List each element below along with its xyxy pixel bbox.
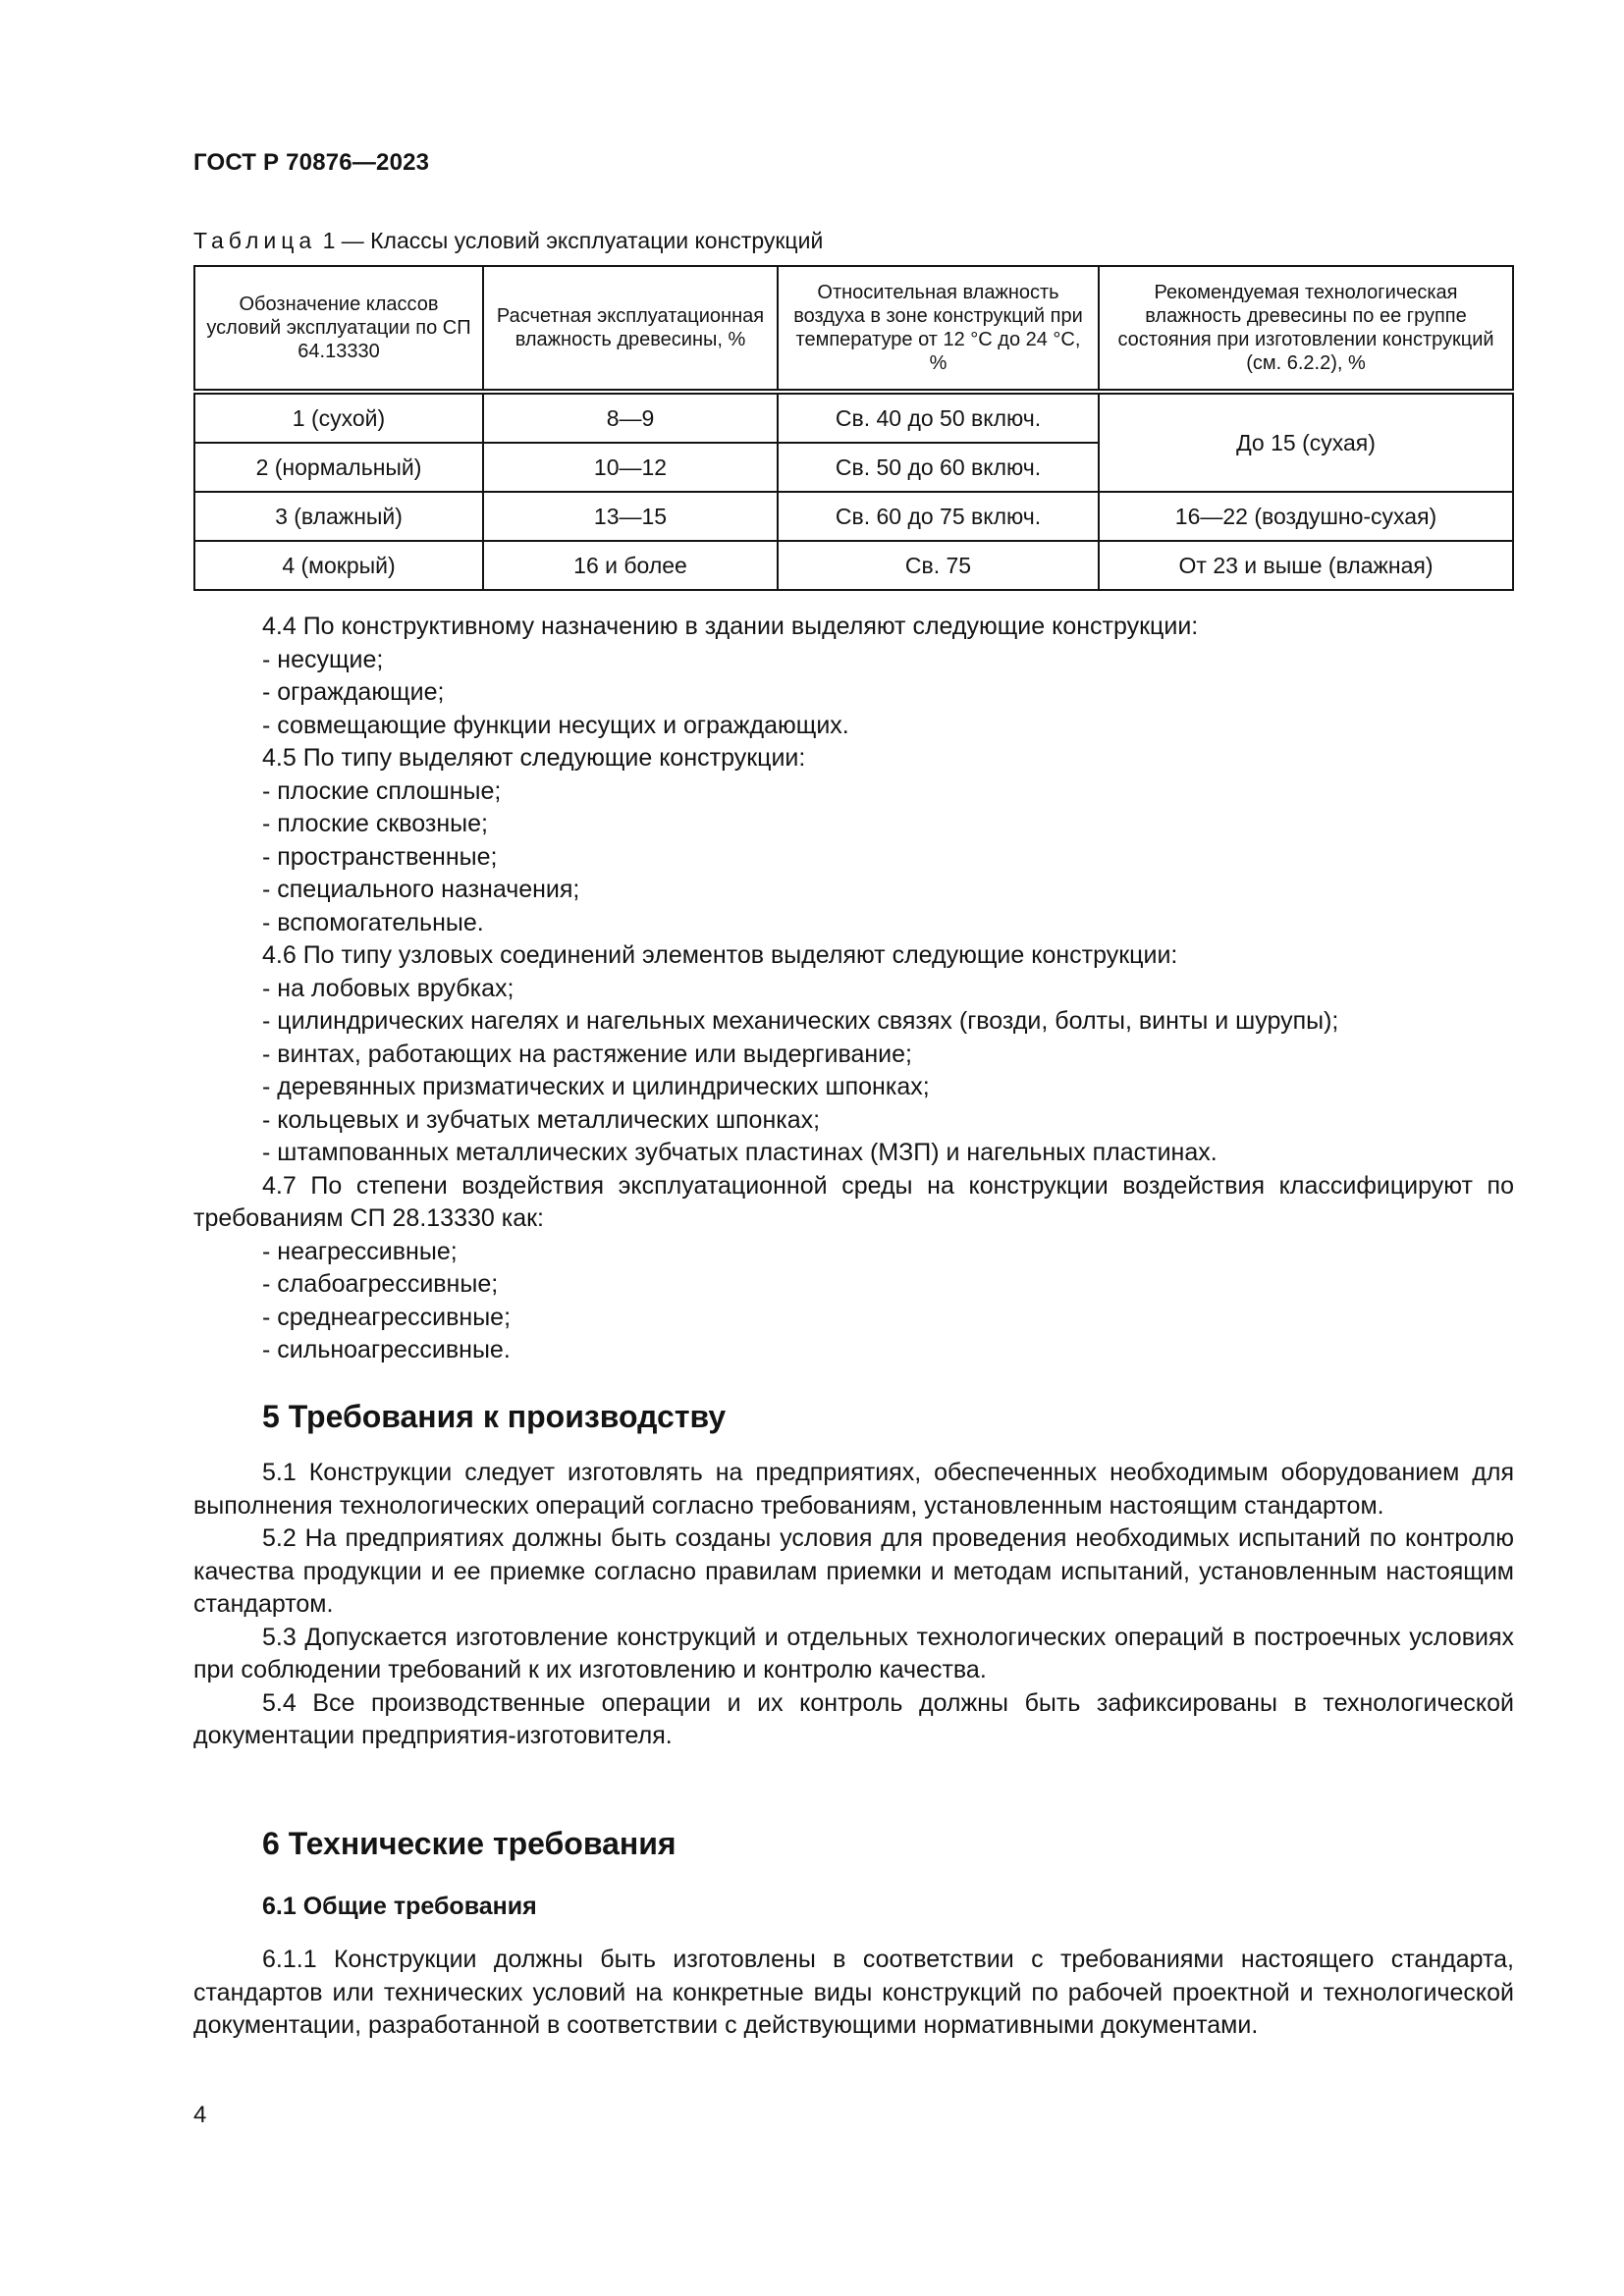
table-cell: 2 (нормальный) (194, 443, 483, 492)
table-row (194, 541, 1513, 590)
list-item: - слабоагрессивные; (262, 1270, 499, 1298)
section-5-body (193, 1457, 1514, 1753)
paragraph: 5.1 Конструкции следует изготовлять на предприятиях, обеспеченных необходимым оборудованием для выполнения технологических операций согласно требованиям, установленным настоящим стандартом. (193, 1459, 1514, 1520)
list-item: - ограждающие; (262, 678, 445, 706)
list-item: - среднеагрессивные; (262, 1303, 512, 1331)
paragraph: 5.3 Допускается изготовление конструкций и отдельных технологических операций в построечных условиях при соблюдении требований к их изготовлению и контролю качества. (193, 1623, 1514, 1683)
table-cell: Св. 50 до 60 включ. (778, 443, 1099, 492)
paragraph: 4.7 По степени воздействия эксплуатационной среды на конструкции воздействия классифицируют по требованиям СП 28.13330 как: (193, 1171, 1514, 1232)
table-header-cell: Обозначение классов условий эксплуатации по СП 64.13330 (194, 266, 483, 392)
list-item: - несущие; (262, 645, 384, 673)
paragraph: 4.6 По типу узловых соединений элементов выделяют следующие конструкции: (262, 941, 1178, 969)
list-item: - вспомогательные. (262, 908, 484, 936)
table-cell-merged: До 15 (сухая) (1099, 392, 1513, 492)
table-row (194, 492, 1513, 541)
table-caption-text: 1 — Классы условий эксплуатации конструкций (322, 228, 824, 253)
paragraph: 5.4 Все производственные операции и их контроль должны быть зафиксированы в технологической документации предприятия-изготовителя. (193, 1688, 1514, 1749)
list-item: - винтах, работающих на растяжение или выдергивание; (262, 1040, 912, 1068)
operating-conditions-table (193, 265, 1514, 591)
table-caption-label: Таблица (193, 228, 317, 253)
list-item: - цилиндрических нагелях и нагельных механических связях (гвозди, болты, винты и шурупы); (262, 1007, 1339, 1035)
table-cell: 1 (сухой) (194, 392, 483, 443)
section-5-title: 5 Требования к производству (262, 1399, 727, 1434)
table-header-cell: Расчетная эксплуатационная влажность древесины, % (483, 266, 778, 392)
table-cell: 10—12 (483, 443, 778, 492)
table-header-row (194, 266, 1513, 392)
table-cell: Св. 40 до 50 включ. (778, 392, 1099, 443)
section-6-body (193, 1944, 1514, 2043)
table-cell: От 23 и выше (влажная) (1099, 541, 1513, 590)
table-cell: 4 (мокрый) (194, 541, 483, 590)
list-item: - совмещающие функции несущих и ограждающих. (262, 711, 849, 739)
list-item: - неагрессивные; (262, 1237, 458, 1265)
list-item: - деревянных призматических и цилиндрических шпонках; (262, 1073, 930, 1100)
list-item: - сильноагрессивные. (262, 1336, 511, 1363)
table-cell: 8—9 (483, 392, 778, 443)
list-item: - плоские сплошные; (262, 776, 502, 805)
paragraph: 6.1.1 Конструкции должны быть изготовлены в соответствии с требованиями настоящего стандарта, стандартов или технических условий на конкретные виды конструкций по рабочей проектной и технологической документации, разработанной в соответствии с действующими нормативными документами. (193, 1946, 1514, 2039)
table-cell: 16 и более (483, 541, 778, 590)
table-cell: 3 (влажный) (194, 492, 483, 541)
table-cell: 13—15 (483, 492, 778, 541)
subsection-6-1-title: 6.1 Общие требования (262, 1893, 537, 1920)
table-row (194, 392, 1513, 443)
table-cell: Св. 60 до 75 включ. (778, 492, 1099, 541)
list-item: - кольцевых и зубчатых металлических шпонках; (262, 1105, 821, 1134)
list-item: - на лобовых врубках; (262, 974, 514, 1002)
table-header-cell: Относительная влажность воздуха в зоне конструкций при температуре от 12 °С до 24 °С, % (778, 266, 1099, 392)
paragraph: 4.4 По конструктивному назначению в здании выделяют следующие конструкции: (262, 613, 1199, 640)
page-number: 4 (193, 2102, 207, 2128)
paragraph: 5.2 На предприятиях должны быть созданы условия для проведения необходимых испытаний по контролю качества продукции и ее приемке согласно правилам приемки и методам испытаний, установленным настоящим стандартом. (193, 1524, 1514, 1618)
list-item: - специального назначения; (262, 876, 580, 903)
section-6-title: 6 Технические требования (262, 1826, 677, 1861)
table-caption (193, 228, 823, 254)
table-cell: Св. 75 (778, 541, 1099, 590)
table-cell: 16—22 (воздушно-сухая) (1099, 492, 1513, 541)
list-item: - плоские сквозные; (262, 810, 488, 837)
clauses-4-4-to-4-7 (193, 611, 1514, 1367)
table-header-cell: Рекомендуемая технологическая влажность древесины по ее группе состояния при изготовлении конструкций (см. 6.2.2), % (1099, 266, 1513, 392)
list-item: - штампованных металлических зубчатых пластинах (МЗП) и нагельных пластинах. (262, 1139, 1218, 1166)
document-code-header: ГОСТ Р 70876—2023 (193, 149, 430, 176)
list-item: - пространственные; (262, 842, 498, 871)
paragraph: 4.5 По типу выделяют следующие конструкции: (262, 744, 806, 772)
